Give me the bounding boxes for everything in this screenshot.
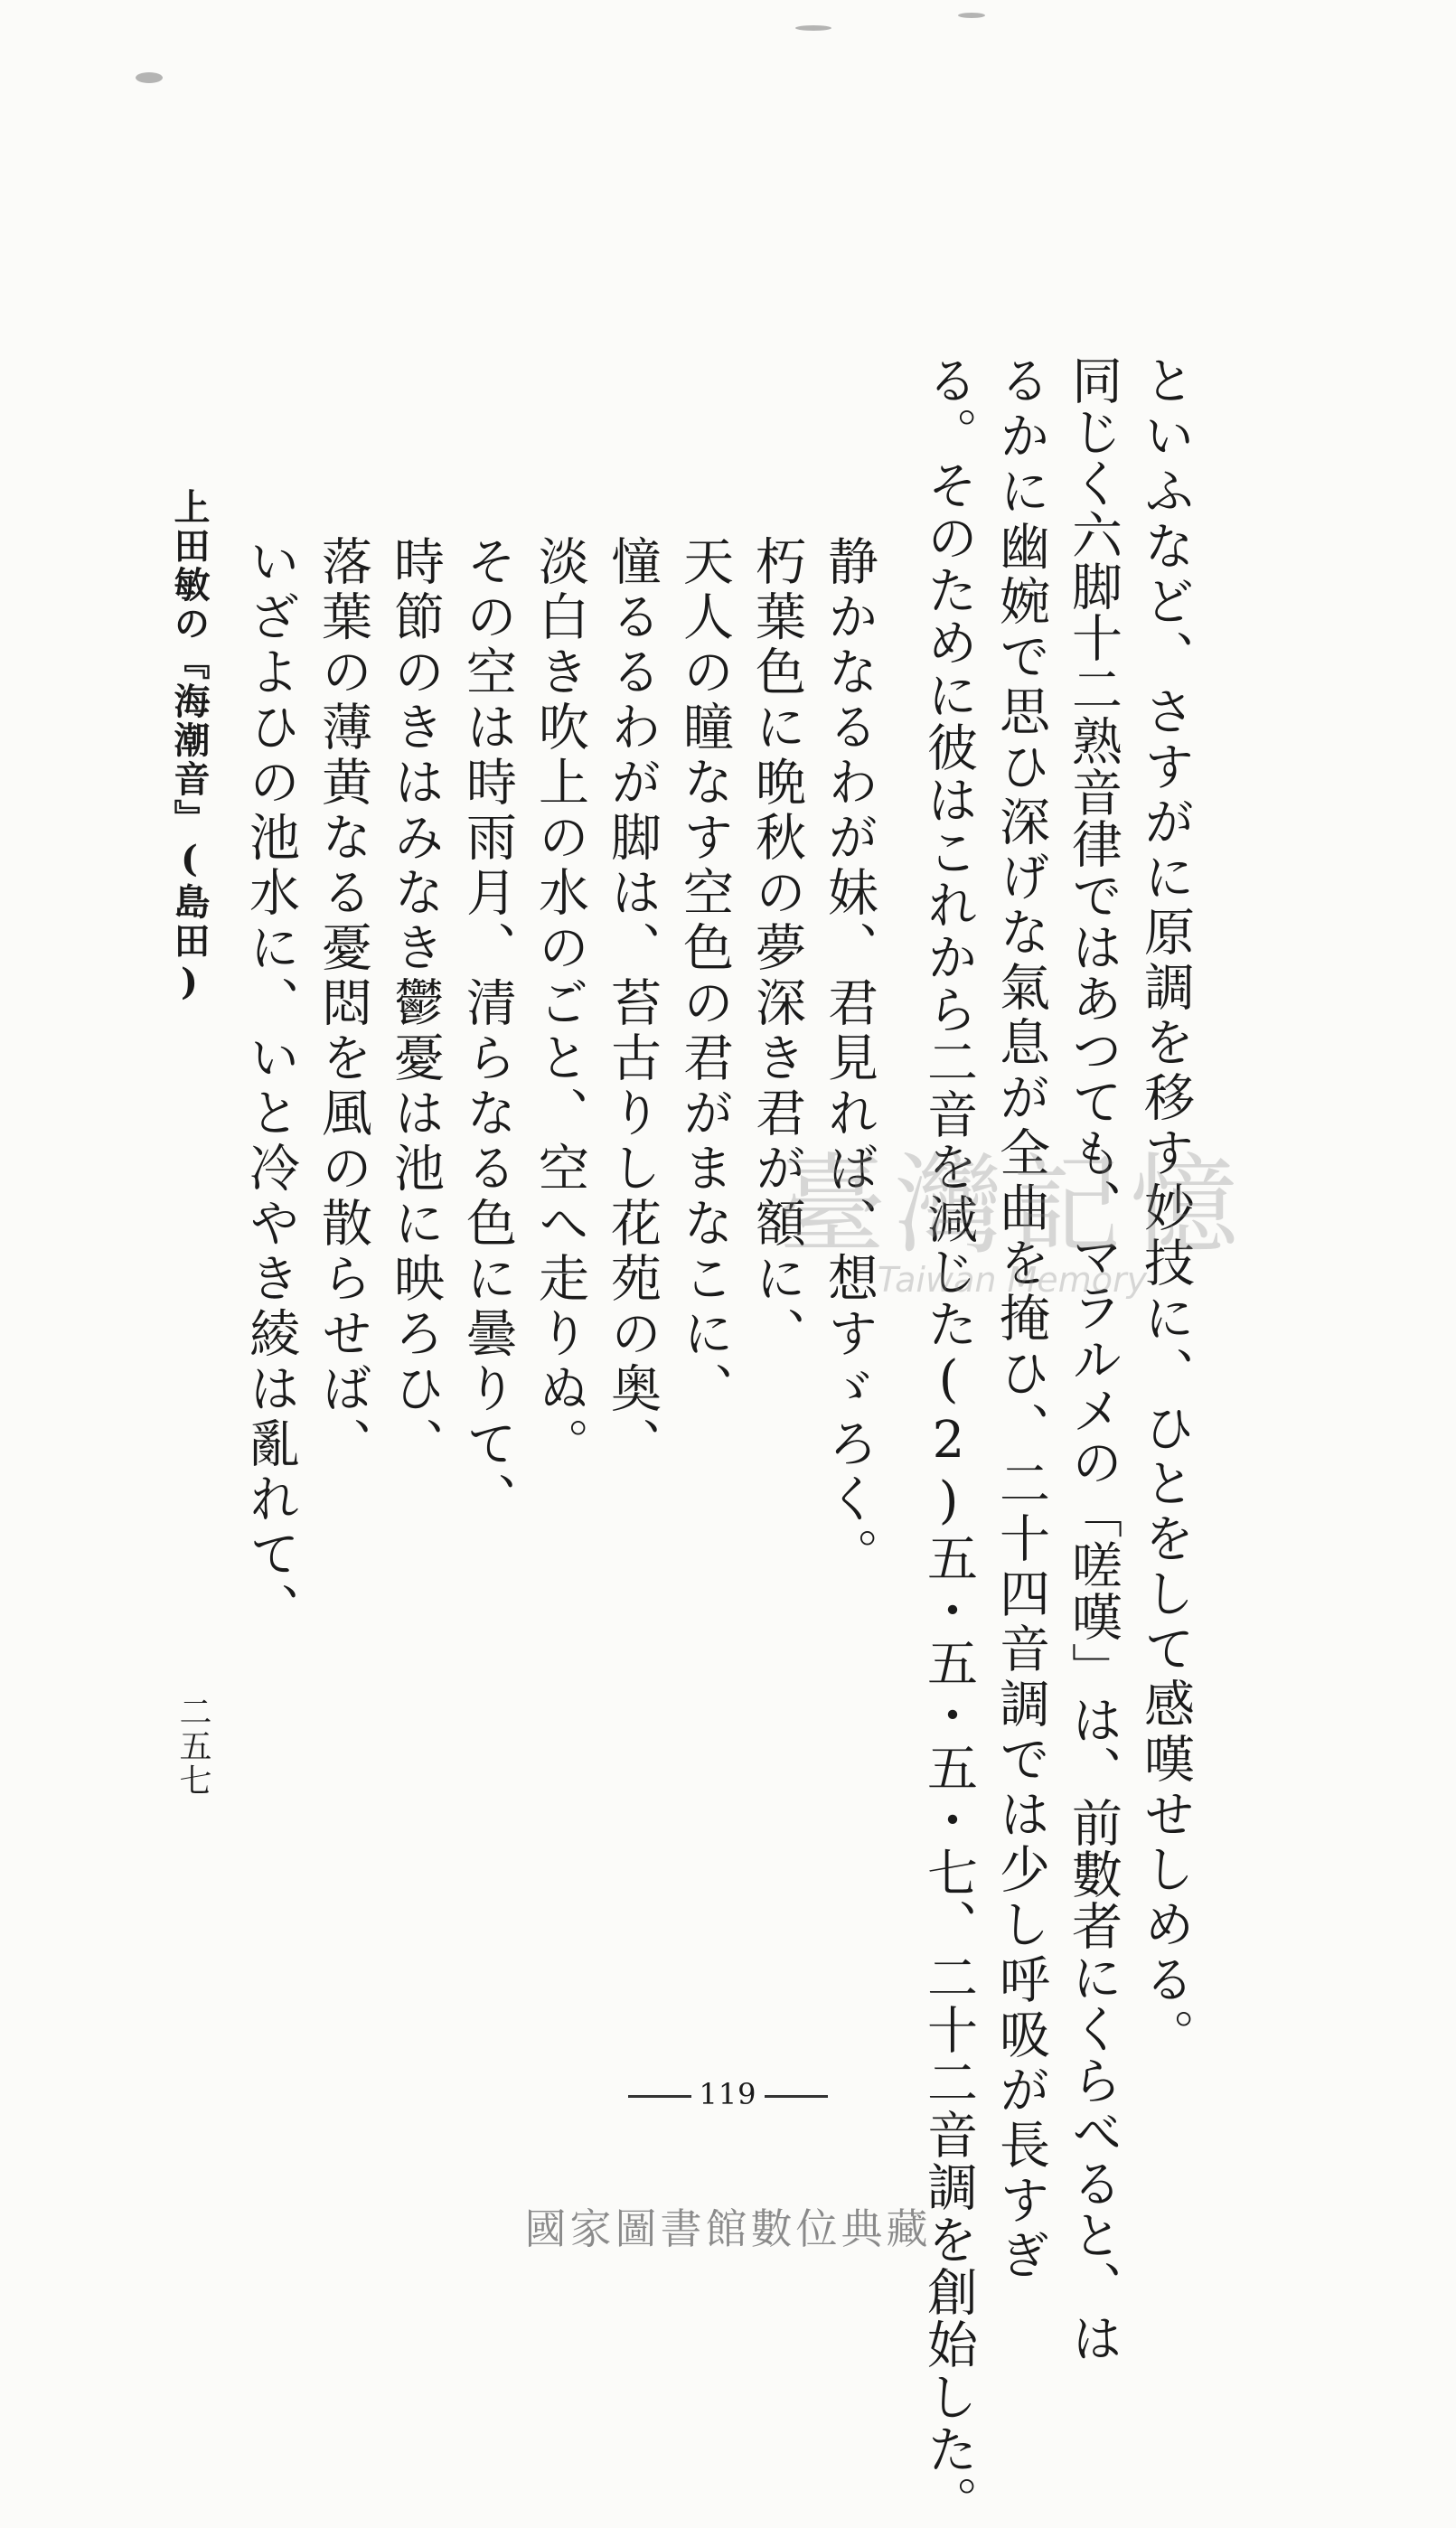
poem-line-8: 落葉の薄黄なる憂悶を風の散らせば、: [314, 535, 372, 1472]
scan-speck: [136, 72, 163, 83]
running-head: 上田敏の『海潮音』(島田): [168, 488, 211, 1006]
page-number-value: 119: [699, 2077, 757, 2111]
page-number-dash-right: [765, 2095, 828, 2098]
prose-column-1: といふなど、さすがに原調を移す妙技に、ひとをして感嘆せしめる。: [1136, 354, 1195, 2063]
poem-line-3: 天人の瞳なす空色の君がまなこに、: [675, 535, 734, 1417]
poem-line-6: その空は時雨月、清らなる色に曇りて、: [458, 535, 517, 1527]
scan-speck: [795, 25, 831, 31]
page-number-dash-left: [628, 2095, 691, 2098]
kanji-page-number: 二五七: [174, 1695, 211, 1798]
poem-line-2: 朽葉色に晩秋の夢深き君が額に、: [747, 535, 806, 1362]
prose-column-2: 同じく六脚十二熟音律ではあつても、マラルメの「嗟嘆」は、前數者にくらべると、は: [1064, 354, 1123, 2364]
poem-line-7: 時節のきはみなき鬱憂は池に映ろひ、: [386, 535, 445, 1472]
page-number: [0, 2077, 1456, 2111]
prose-column-3: るかに幽婉で思ひ深げな氣息が全曲を掩ひ、二十四音調では少し呼吸が長すぎ: [991, 354, 1050, 2284]
library-footer: 國家圖書館數位典藏: [524, 2204, 932, 2253]
poem-line-4: 憧るるわが脚は、苔古りし花苑の奥、: [603, 535, 662, 1472]
poem-line-1: 静かなるわが妹、君見れば、想すゞろく。: [820, 535, 878, 1583]
scan-speck: [958, 13, 985, 18]
watermark-chinese: 臺灣記憶: [777, 1143, 1247, 1269]
watermark-english: Taiwan Memory: [877, 1260, 1148, 1300]
prose-column-4: る。そのために彼はこれから二音を減じた(2)五・五・五・七、二十二音調を創始した。: [919, 354, 978, 2528]
poem-line-9: いざよひの池水に、いと冷やき綾は亂れて、: [241, 535, 300, 1638]
poem-line-5: 淡白き吹上の水のごと、空へ走りぬ。: [531, 535, 589, 1472]
